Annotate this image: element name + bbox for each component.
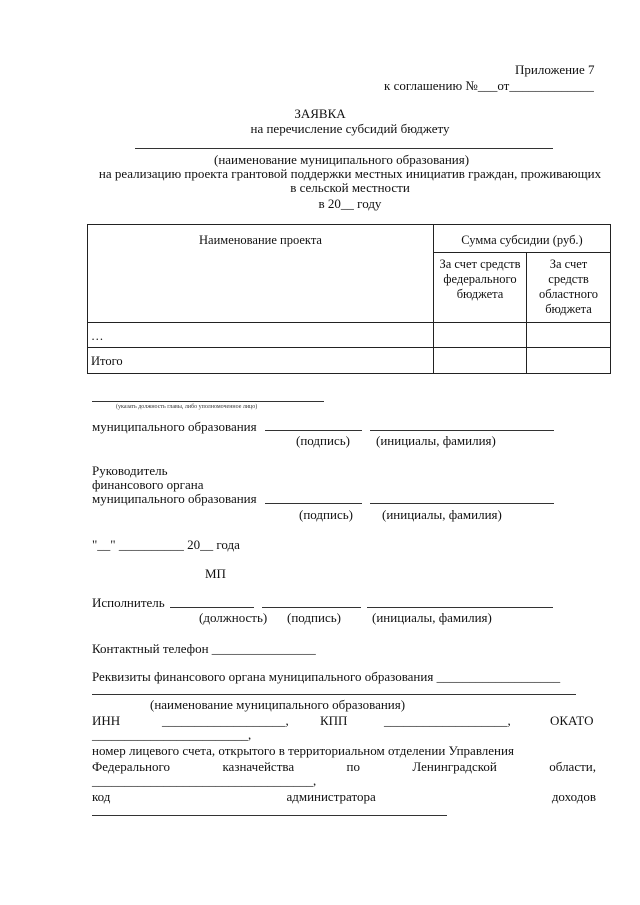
table-row xyxy=(88,323,611,348)
initials-line-1 xyxy=(370,430,554,431)
signature-caption-2: (подпись) xyxy=(299,507,353,522)
date-line: "__" __________ 20__ года xyxy=(92,537,240,552)
signature-line-1 xyxy=(265,430,362,431)
executor-signature-caption: (подпись) xyxy=(287,610,341,625)
fin-head-line-1: Руководитель xyxy=(92,463,168,478)
executor-label: Исполнитель xyxy=(92,595,165,610)
cell-regional xyxy=(527,323,611,348)
purpose-line-2: в сельской местности xyxy=(290,180,410,195)
cell-total-federal xyxy=(434,348,527,374)
header-project-name: Наименование проекта xyxy=(88,225,434,323)
signature-line-2 xyxy=(265,503,362,504)
head-position-line xyxy=(92,401,324,402)
document-subtitle: на перечисление субсидий бюджету xyxy=(250,121,450,136)
header-subsidy-sum: Сумма субсидии (руб.) xyxy=(434,225,611,253)
executor-position-line xyxy=(170,607,254,608)
agreement-reference: к соглашению №___от_____________ xyxy=(384,78,594,93)
executor-signature-line xyxy=(262,607,361,608)
municipality-name-line xyxy=(135,148,553,149)
requisites-municipality-line xyxy=(92,694,576,695)
fin-head-line-3: муниципального образования xyxy=(92,491,257,506)
header-federal-budget: За счет средств федерального бюджета xyxy=(434,253,527,323)
inn-blank: ___________________, xyxy=(162,713,289,728)
initials-caption-2: (инициалы, фамилия) xyxy=(382,507,502,522)
executor-position-caption: (должность) xyxy=(199,610,268,625)
subsidy-table xyxy=(87,224,611,374)
purpose-line-1: на реализацию проекта грантовой поддержки местных инициатив граждан, проживающих xyxy=(98,166,602,181)
inn-label: ИНН xyxy=(92,713,121,728)
municipality-label-1: муниципального образования xyxy=(92,419,257,434)
okato-blank: ________________________, xyxy=(92,727,252,742)
cell-total-regional xyxy=(527,348,611,374)
kpp-blank: ___________________, xyxy=(384,713,511,728)
account-line-2: Федерального казначейства по Ленинградской области, xyxy=(92,759,596,774)
executor-initials-line xyxy=(367,607,553,608)
year-line: в 20__ году xyxy=(318,196,382,211)
initials-caption-1: (инициалы, фамилия) xyxy=(376,433,496,448)
account-blank: __________________________________, xyxy=(92,773,317,788)
contact-phone: Контактный телефон ________________ xyxy=(92,641,316,656)
okato-label: ОКАТО xyxy=(550,713,594,728)
header-regional-budget: За счет средств областного бюджета xyxy=(527,253,611,323)
requisites-municipality-caption: (наименование муниципального образования) xyxy=(150,697,406,712)
account-line-1: номер лицевого счета, открытого в территориальном отделении Управления xyxy=(92,743,514,758)
appendix-label: Приложение 7 xyxy=(515,62,595,77)
requisites-label: Реквизиты финансового органа муниципального образования ___________________ xyxy=(92,669,561,684)
cell-federal xyxy=(434,323,527,348)
code-blank-line xyxy=(92,815,447,816)
table-row xyxy=(88,348,611,374)
executor-initials-caption: (инициалы, фамилия) xyxy=(372,610,492,625)
signature-caption-1: (подпись) xyxy=(296,433,350,448)
stamp-label: МП xyxy=(205,566,226,581)
document-title: ЗАЯВКА xyxy=(294,106,346,121)
municipality-caption: (наименование муниципального образования) xyxy=(214,152,470,167)
fin-head-line-2: финансового органа xyxy=(92,477,204,492)
head-position-caption: (указать должность главы, либо уполномоченное лицо) xyxy=(116,404,258,410)
initials-line-2 xyxy=(370,503,554,504)
kpp-label: КПП xyxy=(320,713,348,728)
row-ellipsis: … xyxy=(88,323,434,348)
code-line: код администратора доходов xyxy=(92,789,596,804)
row-total: Итого xyxy=(88,348,434,374)
